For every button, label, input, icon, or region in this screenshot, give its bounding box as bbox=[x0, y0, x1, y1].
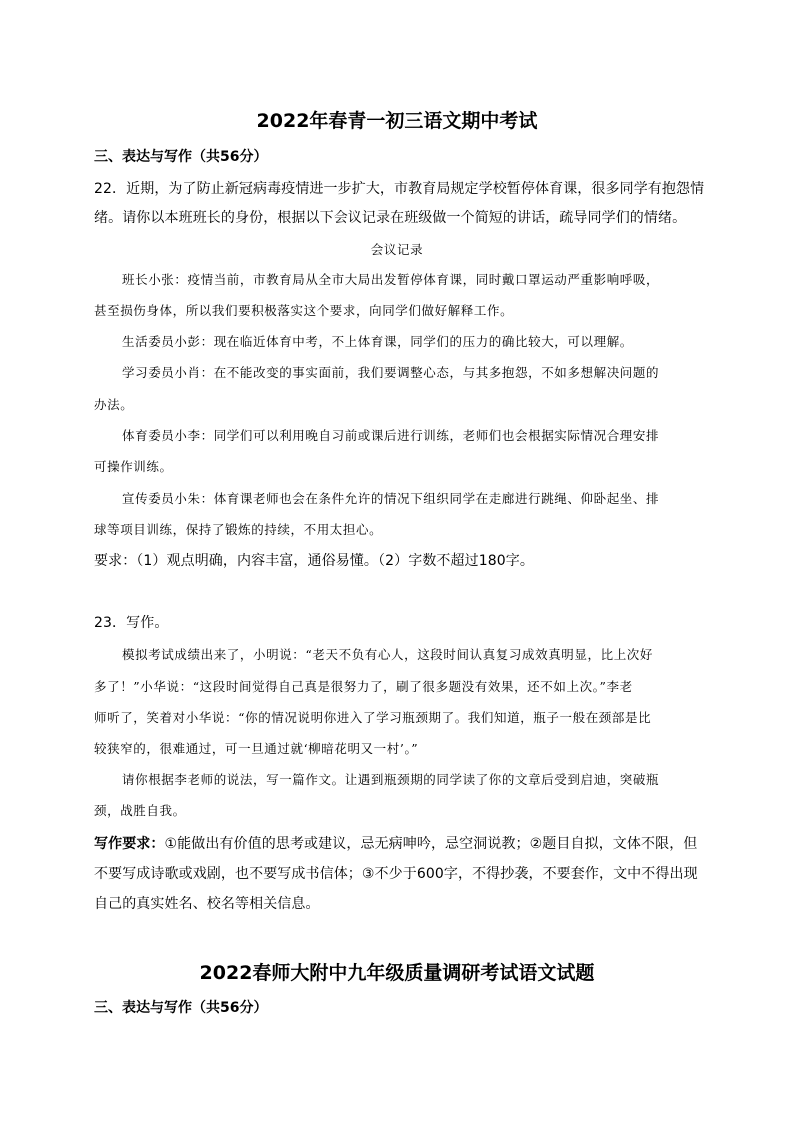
record-pe-line-2: 可操作训练。 bbox=[94, 459, 173, 474]
writing-requirement-label: 写作要求： bbox=[94, 836, 165, 852]
meeting-record-title: 会议记录 bbox=[370, 242, 424, 257]
q23-task-line-2: 颈，战胜自我。 bbox=[94, 803, 186, 818]
section-heading-2: 三、表达与写作（共56分） bbox=[94, 1000, 268, 1016]
q23-material-line-1: 模拟考试成绩出来了，小明说：“老天不负有心人，这段时间认真复习成效真明显，比上次好 bbox=[122, 647, 653, 662]
q22-requirement: 要求：（1）观点明确，内容丰富，通俗易懂。（2）字数不超过180字。 bbox=[94, 553, 534, 569]
record-pe-line-1: 体育委员小李：同学们可以利用晚自习前或课后进行训练，老师们也会根据实际情况合理安排 bbox=[122, 428, 660, 443]
writing-requirement-text-1: ①能做出有价值的思考或建议，忌无病呻吟，忌空洞说教；②题目自拟，文体不限，但 bbox=[164, 836, 698, 852]
q23-material-line-2: 多了！”小华说：“这段时间觉得自己真是很努力了，刷了很多题没有效果，还不如上次。”李老 bbox=[94, 679, 633, 694]
q23-requirement-line-1 bbox=[94, 833, 697, 853]
q23-material-line-3: 师听了，笑着对小华说：“你的情况说明你进入了学习瓶颈期了。我们知道，瓶子一般在颈部是比 bbox=[94, 710, 652, 725]
exam-title-1: 2022年春青一初三语文期中考试 bbox=[256, 110, 538, 132]
exam-title-2: 2022春师大附中九年级质量调研考试语文试题 bbox=[199, 962, 595, 984]
record-study-line-1: 学习委员小肖：在不能改变的事实面前，我们要调整心态，与其多抱怨，不如多想解决问题的 bbox=[122, 365, 660, 380]
record-study-line-2: 办法。 bbox=[94, 397, 134, 412]
record-monitor-line-1: 班长小张：疫情当前，市教育局从全市大局出发暂停体育课，同时戴口罩运动严重影响呼吸， bbox=[122, 272, 660, 287]
q23-requirement-line-2: 不要写成诗歌或戏剧，也不要写成书信体；③不少于600字，不得抄袭，不要套作，文中不得出现 bbox=[94, 866, 698, 882]
record-publicity-line-1: 宣传委员小朱：体育课老师也会在条件允许的情况下组织同学在走廊进行跳绳、仰卧起坐、排 bbox=[122, 491, 660, 506]
q23-task-line-1: 请你根据李老师的说法，写一篇作文。让遇到瓶颈期的同学读了你的文章后受到启迪，突破瓶 bbox=[122, 772, 660, 787]
q22-prompt-line-1: 22．近期，为了防止新冠病毒疫情进一步扩大，市教育局规定学校暂停体育课，很多同学有抱怨情 bbox=[94, 181, 705, 197]
q23-requirement-line-3: 自己的真实姓名、校名等相关信息。 bbox=[94, 896, 320, 912]
q23-material-line-4: 较狭窄的，很难通过，可一旦通过就‘柳暗花明又一村’。” bbox=[94, 741, 419, 756]
q22-prompt-line-2: 绪。请你以本班班长的身份，根据以下会议记录在班级做一个简短的讲话，疏导同学们的情绪。 bbox=[94, 210, 687, 226]
q23-heading: 23．写作。 bbox=[94, 615, 169, 631]
section-heading-1: 三、表达与写作（共56分） bbox=[94, 149, 268, 165]
record-monitor-line-2: 甚至损伤身体，所以我们要积极落实这个要求，向同学们做好解释工作。 bbox=[94, 303, 514, 318]
record-life-committee: 生活委员小彭：现在临近体育中考，不上体育课，同学们的压力的确比较大，可以理解。 bbox=[122, 334, 633, 349]
record-publicity-line-2: 球等项目训练，保持了锻炼的持续，不用太担心。 bbox=[94, 522, 383, 537]
